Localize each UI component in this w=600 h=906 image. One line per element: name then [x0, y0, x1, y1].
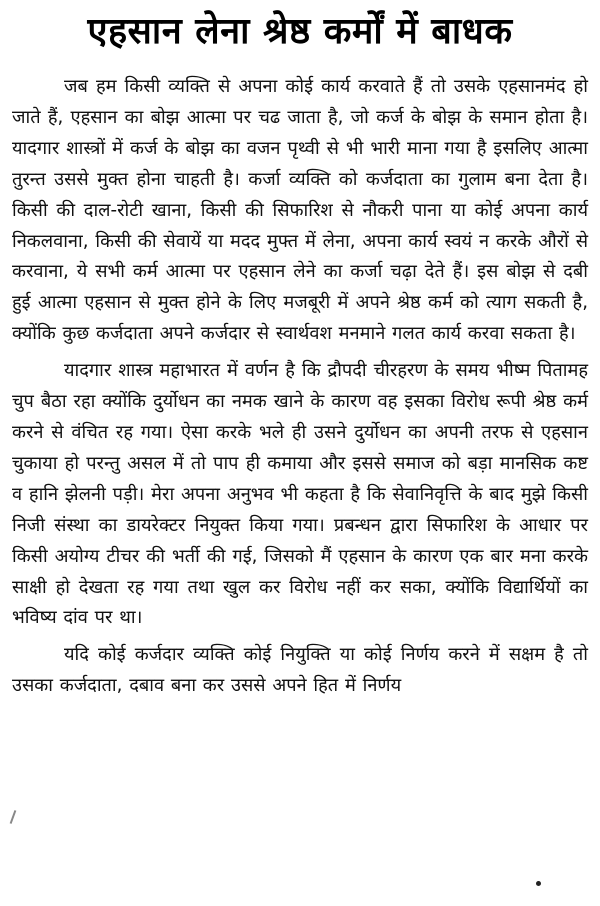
scan-mark	[10, 810, 17, 824]
paragraph-1: जब हम किसी व्यक्ति से अपना कोई कार्य करवाते हैं तो उसके एहसानमंद हो जाते हैं, एहसान का बोझ आत्मा पर चढ जाता है, जो कर्ज के बोझ के समान होता है। यादगार शास्त्रों में कर्ज के बोझ का वजन पृथ्वी से भी भारी माना गया है इसलिए आत्मा तुरन्त उससे मुक्त होना चाहती है। कर्जा व्यक्ति को कर्जदाता का गुलाम बना देता है। किसी की दाल-रोटी खाना, किसी की सिफारिश से नौकरी पाना या कोई अपना कार्य निकलवाना, किसी की सेवायें या मदद मुफ्त में लेना, अपना कार्य स्वयं न करके औरों से करवाना, ये सभी कर्म आत्मा पर एहसान लेने का कर्जा चढ़ा देते हैं। इस बोझ से दबी हुई आत्मा एहसान से मुक्त होने के लिए मजबूरी में अपने श्रेष्ठ कर्म को त्याग सकती है, क्योंकि कुछ कर्जदाता अपने कर्जदार से स्वार्थवश मनमाने गलत कार्य करवा सकता है।	[12, 76, 588, 345]
article-body	[12, 72, 588, 702]
paragraph-2: यादगार शास्त्र महाभारत में वर्णन है कि द्रौपदी चीरहरण के समय भीष्म पितामह चुप बैठा रहा क्योंकि दुर्योधन का नमक खाने के कारण वह इसका विरोध रूपी श्रेष्ठ कर्म करने से वंचित रह गया। ऐसा करके भले ही उसने दुर्योधन का अपनी तरफ से एहसान चुकाया हो परन्तु असल में तो पाप ही कमाया और इससे समाज को बड़ा मानसिक कष्ट व हानि झेलनी पड़ी। मेरा अपना अनुभव भी कहता है कि सेवानिवृत्ति के बाद मुझे किसी निजी संस्था का डायरेक्टर नियुक्त किया गया। प्रबन्धन द्वारा सिफारिश के आधार पर किसी अयोग्य टीचर की भर्ती की गई, जिसको मैं एहसान के कारण एक बार मना करके साक्षी हो देखता रह गया तथा खुल कर विरोध नहीं कर सका, क्योंकि विद्यार्थियों का भविष्य दांव पर था।	[12, 360, 588, 629]
paragraph-3: यदि कोई कर्जदार व्यक्ति कोई नियुक्ति या कोई निर्णय करने में सक्षम है तो उसका कर्जदाता, दबाव बना कर उससे अपने हित में निर्णय	[12, 644, 588, 697]
page-title: एहसान लेना श्रेष्ठ कर्मों में बाधक	[87, 11, 513, 52]
scan-dot	[536, 881, 541, 886]
